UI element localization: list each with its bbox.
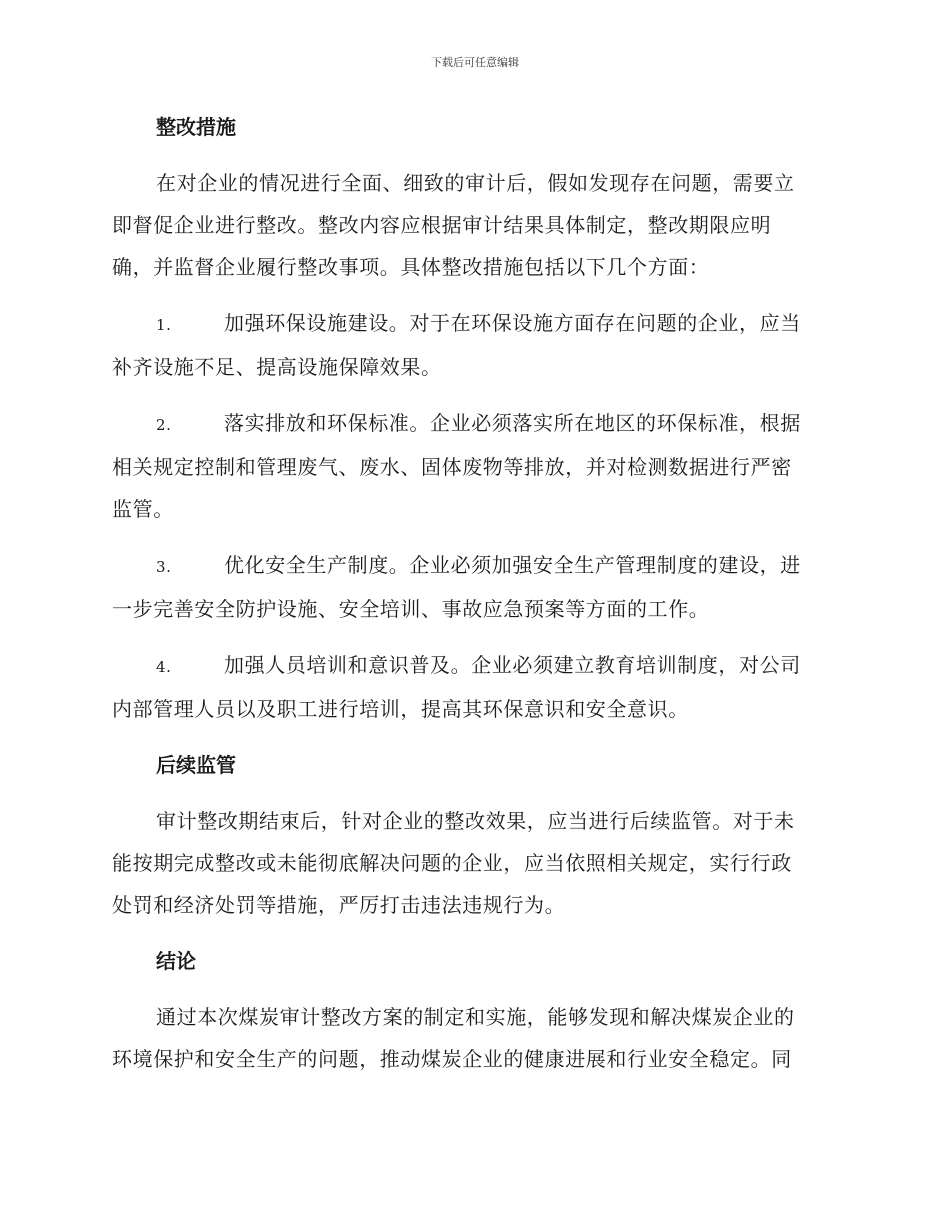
list-item-number: 4. bbox=[156, 658, 172, 676]
list-item-text: 优化安全生产制度。企业必须加强安全生产管理制度的建设，进 bbox=[224, 553, 801, 577]
list-item-number: 2. bbox=[156, 416, 172, 434]
paragraph-line: 审计整改期结束后，针对企业的整改效果，应当进行后续监管。对于未 bbox=[156, 809, 795, 833]
list-item-number: 3. bbox=[156, 558, 172, 576]
header-note: 下载后可任意编辑 bbox=[431, 56, 519, 69]
list-item-line: 一步完善安全防护设施、安全培训、事故应急预案等方面的工作。 bbox=[112, 597, 710, 621]
list-item bbox=[112, 544, 832, 630]
section-heading-rectification: 整改措施 bbox=[156, 115, 236, 139]
list-item-first-line bbox=[112, 644, 832, 688]
document-body bbox=[112, 106, 832, 1094]
rectification-intro-paragraph bbox=[112, 162, 832, 288]
list-item-line: 补齐设施不足、提高设施保障效果。 bbox=[112, 355, 442, 379]
paragraph-line: 通过本次煤炭审计整改方案的制定和实施，能够发现和解决煤炭企业的 bbox=[156, 1005, 795, 1029]
section-heading-supervision: 后续监管 bbox=[156, 753, 236, 777]
list-item-line: 相关规定控制和管理废气、废水、固体废物等排放，并对检测数据进行严密 bbox=[112, 455, 792, 479]
supervision-paragraph bbox=[112, 800, 832, 926]
list-item bbox=[112, 402, 832, 530]
list-item-first-line bbox=[112, 302, 832, 346]
section-heading-conclusion: 结论 bbox=[156, 949, 196, 973]
list-item bbox=[112, 302, 832, 388]
paragraph-line: 环境保护和安全生产的问题，推动煤炭企业的健康进展和行业安全稳定。同 bbox=[112, 1047, 792, 1071]
list-item-line: 内部管理人员以及职工进行培训，提高其环保意识和安全意识。 bbox=[112, 697, 689, 721]
list-item-text: 加强环保设施建设。对于在环保设施方面存在问题的企业，应当 bbox=[224, 311, 801, 335]
list-item bbox=[112, 644, 832, 730]
list-item-line: 监管。 bbox=[112, 497, 174, 521]
list-item-text: 加强人员培训和意识普及。企业必须建立教育培训制度，对公司 bbox=[224, 653, 801, 677]
paragraph-line: 即督促企业进行整改。整改内容应根据审计结果具体制定，整改期限应明 bbox=[112, 213, 772, 237]
list-item-text: 落实排放和环保标准。企业必须落实所在地区的环保标准，根据 bbox=[224, 411, 801, 435]
list-item-first-line bbox=[112, 402, 832, 446]
list-item-number: 1. bbox=[156, 316, 172, 334]
paragraph-line: 处罚和经济处罚等措施，严厉打击违法违规行为。 bbox=[112, 893, 566, 917]
paragraph-line: 能按期完成整改或未能彻底解决问题的企业，应当依照相关规定，实行行政 bbox=[112, 851, 792, 875]
conclusion-paragraph bbox=[112, 996, 832, 1080]
paragraph-line: 在对企业的情况进行全面、细致的审计后，假如发现存在问题，需要立 bbox=[156, 171, 795, 195]
paragraph-line: 确，并监督企业履行整改事项。具体整改措施包括以下几个方面： bbox=[112, 255, 710, 279]
list-item-first-line bbox=[112, 544, 832, 588]
